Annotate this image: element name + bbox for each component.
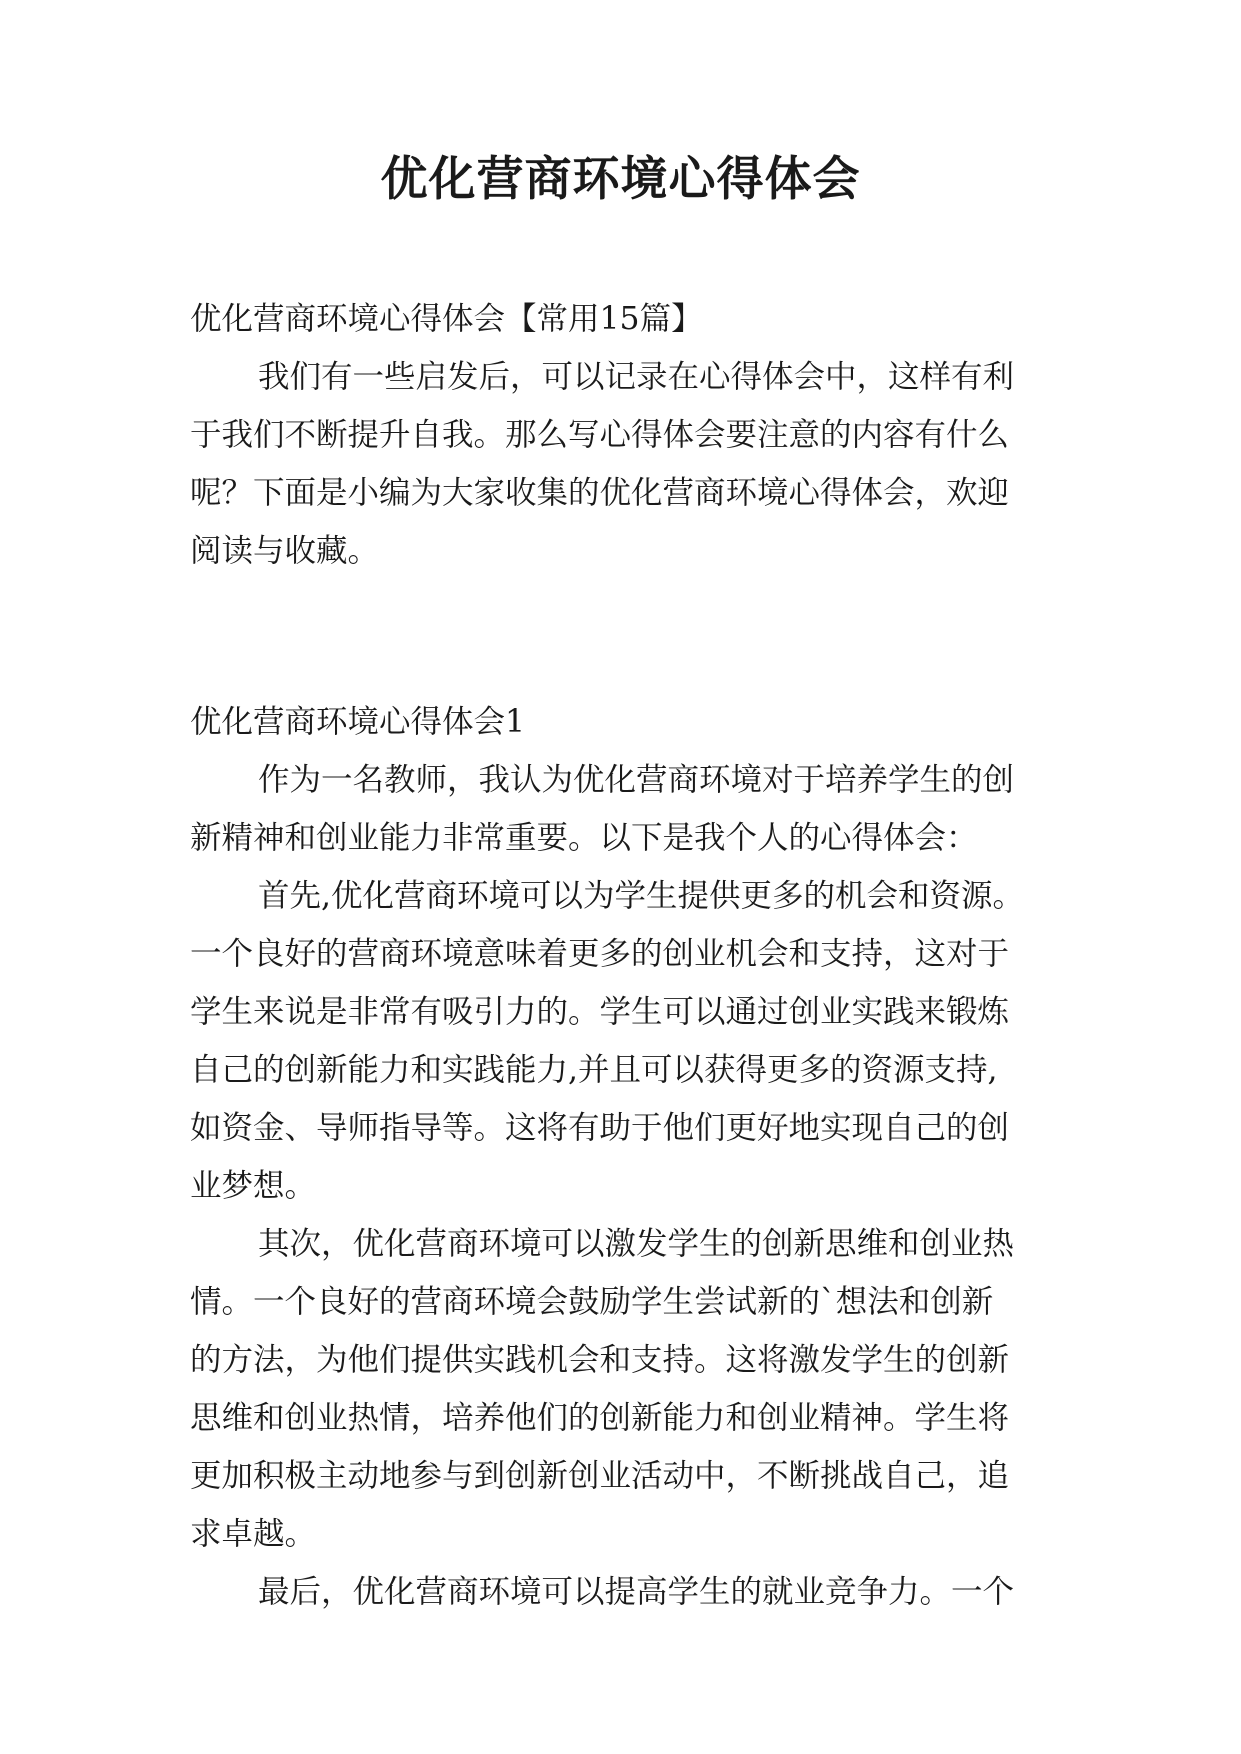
intro-line: 阅读与收藏。: [190, 533, 380, 569]
intro-line: 于我们不断提升自我。那么写心得体会要注意的内容有什么: [190, 417, 1010, 453]
paragraph-2: [190, 867, 1056, 1215]
paragraph-line: 更加积极主动地参与到创新创业活动中，不断挑战自己，追: [190, 1458, 1010, 1494]
section-heading: 优化营商环境心得体会1: [190, 704, 526, 740]
paragraph-line: 思维和创业热情，培养他们的创新能力和创业精神。学生将: [190, 1400, 1010, 1436]
subtitle-line: 优化营商环境心得体会【常用15篇】: [190, 301, 703, 337]
paragraph-line: 如资金、导师指导等。这将有助于他们更好地实现自己的创: [190, 1110, 1010, 1146]
paragraph-line: 情。一个良好的营商环境会鼓励学生尝试新的`想法和创新: [190, 1284, 994, 1320]
intro-paragraph: [190, 348, 1056, 580]
paragraph-line: 作为一名教师，我认为优化营商环境对于培养学生的创: [258, 762, 1015, 798]
paragraph-line: 最后，优化营商环境可以提高学生的就业竞争力。一个: [258, 1574, 1015, 1610]
paragraph-line: 首先,优化营商环境可以为学生提供更多的机会和资源。: [258, 878, 1025, 914]
intro-line: 我们有一些启发后，可以记录在心得体会中，这样有利: [258, 359, 1015, 395]
paragraph-line: 学生来说是非常有吸引力的。学生可以通过创业实践来锻炼: [190, 994, 1010, 1030]
document-title: 优化营商环境心得体会: [380, 152, 861, 207]
paragraph-line: 业梦想。: [190, 1168, 317, 1204]
paragraph-line: 的方法，为他们提供实践机会和支持。这将激发学生的创新: [190, 1342, 1010, 1378]
paragraph-line: 新精神和创业能力非常重要。以下是我个人的心得体会：: [190, 820, 978, 856]
document-body: [190, 290, 1056, 1621]
paragraph-line: 自己的创新能力和实践能力,并且可以获得更多的资源支持,: [190, 1052, 998, 1088]
paragraph-4: [190, 1563, 1056, 1621]
paragraph-line: 其次，优化营商环境可以激发学生的创新思维和创业热: [258, 1226, 1015, 1262]
paragraph-gap: [190, 580, 1056, 693]
paragraph-1: [190, 751, 1056, 867]
intro-line: 呢？下面是小编为大家收集的优化营商环境心得体会，欢迎: [190, 475, 1010, 511]
paragraph-line: 求卓越。: [190, 1516, 317, 1552]
paragraph-3: [190, 1215, 1056, 1563]
paragraph-line: 一个良好的营商环境意味着更多的创业机会和支持，这对于: [190, 936, 1010, 972]
